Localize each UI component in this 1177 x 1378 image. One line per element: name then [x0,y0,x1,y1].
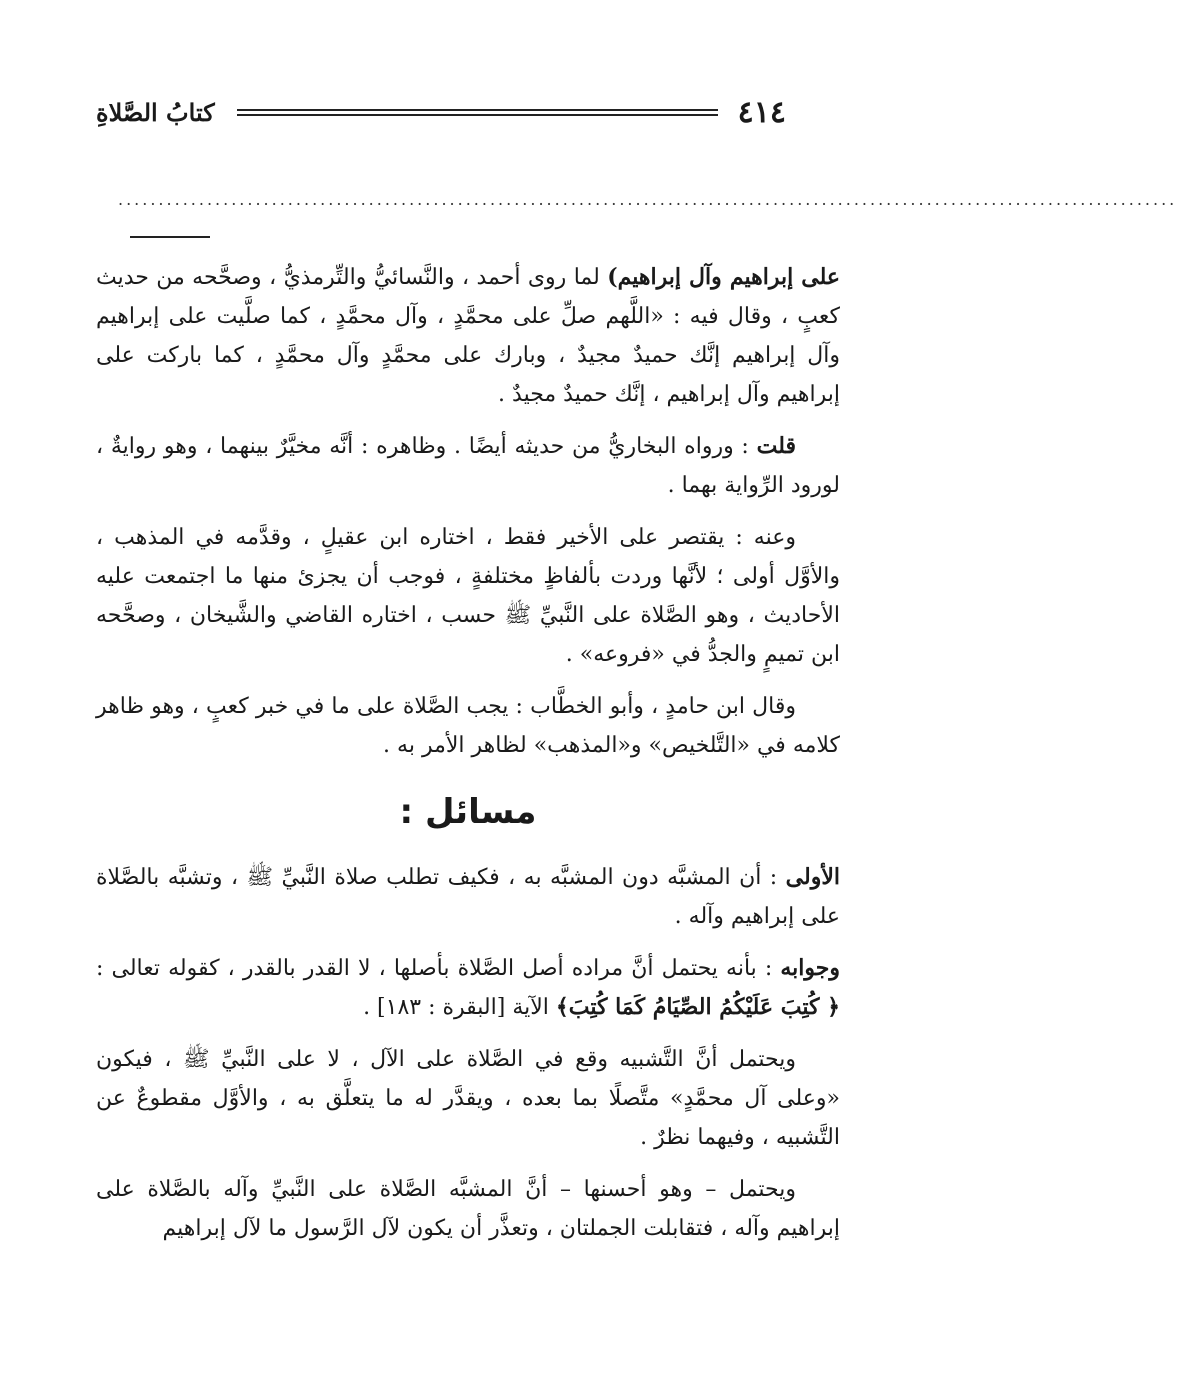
issue-2 [96,949,840,1027]
issue-3-text: ويحتمل أنَّ التَّشبيه وقع في الصَّلاة على الآل ، لا على النَّبيِّ ﷺ ، فيكون «وعلى آل محمَّدٍ» متَّصلًا بما بعده ، ويقدَّر له ما يتعلَّق به ، والأوَّل مقطوعٌ عن التَّشبيه ، وفيهما نظرٌ . [96,1047,840,1150]
running-title: كتابُ الصَّلاةِ [96,97,215,127]
paragraph-1 [96,258,840,414]
quran-verse: ﴿ كُتِبَ عَلَيْكُمُ الصِّيَامُ كَمَا كُتِبَ﴾ [555,994,840,1020]
section-heading: مسائل : [399,792,537,832]
issue-4 [96,1170,840,1248]
header-rule [237,109,718,116]
page-number: ٤١٤ [737,94,786,130]
paragraph-3-text: وعنه : يقتصر على الأخير فقط ، اختاره ابن عقيلٍ ، وقدَّمه في المذهب ، والأوَّل أولى ؛ لأنَّها وردت بألفاظٍ مختلفةٍ ، فوجب أن يجزئ منها ما اجتمعت عليه الأحاديث ، وهو الصَّلاة على النَّبيِّ ﷺ حسب ، اختاره القاضي والشَّيخان ، وصحَّحه ابن تميمٍ والجدُّ في «فروعه» . [96,525,840,667]
paragraph-4 [96,687,840,765]
paragraph-1-text: لما روى أحمد ، والنَّسائيُّ والتِّرمذيُّ ، وصحَّحه من حديث كعبٍ ، وقال فيه : «اللَّهم صلِّ على محمَّدٍ ، وآل محمَّدٍ ، كما صلَّيت على إبراهيم وآل إبراهيم إنَّك حميدٌ مجيدٌ ، وبارك على محمَّدٍ وآل محمَّدٍ ، كما باركت على إبراهيم وآل إبراهيم ، إنَّك حميدٌ مجيدٌ . [96,265,840,407]
issue-1 [96,858,840,936]
issue-2-tail: الآية [البقرة : ١٨٣] . [363,995,556,1020]
page-header [96,92,786,132]
issue-4-text: ويحتمل – وهو أحسنها – أنَّ المشبَّه الصَّلاة على النَّبيِّ وآله بالصَّلاة على إبراهيم وآله ، فتقابلت الجملتان ، وتعذَّر أن يكون لآل الرَّسول ما لآل إبراهيم [96,1177,840,1241]
paragraph-2-lead: قلت [756,433,796,459]
footnote-rule [130,236,210,238]
issue-1-lead: الأولى [785,864,840,890]
page-body [96,258,840,1261]
separator-dots: ................................................................................................................................... [118,190,1177,209]
issue-1-text: : أن المشبَّه دون المشبَّه به ، فكيف تطلب صلاة النَّبيِّ ﷺ ، وتشبَّه بالصَّلاة على إبراهيم وآله . [96,865,840,929]
issue-2-lead: وجوابه [780,955,840,981]
paragraph-2-text: : ورواه البخاريُّ من حديثه أيضًا . وظاهره : أنَّه مخيَّرٌ بينهما ، وهو روايةٌ ، لورود الرِّواية بهما . [96,434,840,498]
issue-2-text: : بأنه يحتمل أنَّ مراده أصل الصَّلاة بأصلها ، لا القدر بالقدر ، كقوله تعالى : [96,956,781,981]
paragraph-3 [96,518,840,674]
issue-3 [96,1040,840,1157]
paragraph-1-lead: على إبراهيم وآل إبراهيم) [607,264,840,290]
paragraph-4-text: وقال ابن حامدٍ ، وأبو الخطَّاب : يجب الصَّلاة على ما في خبر كعبٍ ، وهو ظاهر كلامه في «التَّلخيص» و«المذهب» لظاهر الأمر به . [96,694,840,758]
paragraph-2 [96,427,840,505]
